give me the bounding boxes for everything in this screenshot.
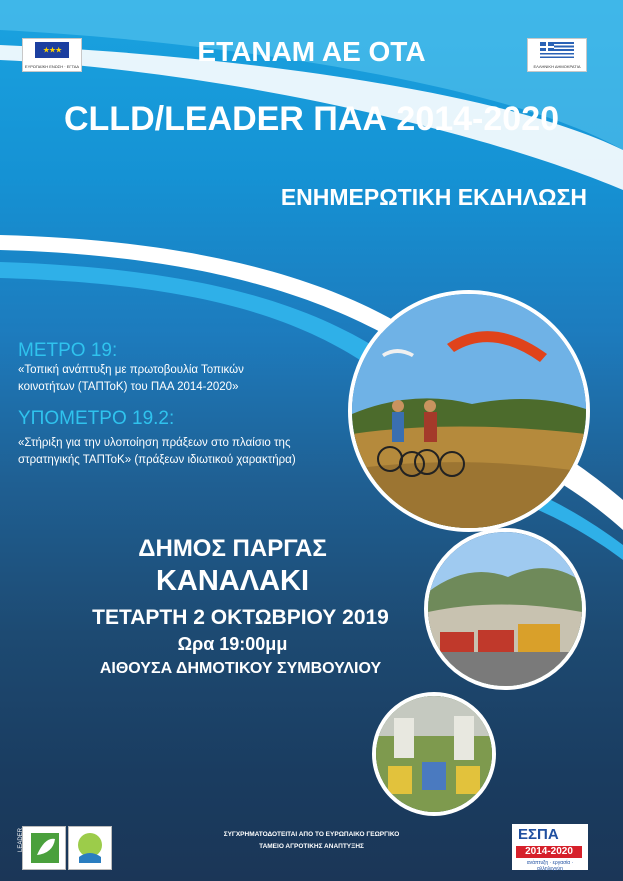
place: ΚΑΝΑΛΑΚΙ	[155, 565, 310, 597]
event-venue: ΑΙΘΟΥΣΑ ΔΗΜΟΤΙΚΟΥ ΣΥΜΒΟΥΛΙΟΥ	[99, 660, 382, 677]
espa-logo	[512, 824, 588, 870]
espa-slogan: ανάπτυξη · εργασία · αλληλεγγύη	[526, 860, 574, 872]
cofunding-line-2: ΤΑΜΕΙΟ ΑΓΡΟΤΙΚΗΣ ΑΝΑΠΤΥΞΗΣ	[259, 843, 364, 850]
photo-beekeepers	[372, 692, 496, 816]
cofunding-line-1: ΣΥΓΧΡΗΜΑΤΟΔΟΤΕΙΤΑΙ ΑΠΟ ΤΟ ΕΥΡΩΠΑΙΚΟ ΓΕΩΡΓΙΚΟ	[223, 831, 400, 838]
municipality: ΔΗΜΟΣ ΠΑΡΓΑΣ	[138, 535, 327, 562]
submeasure-heading: ΥΠΟΜΕΤΡΟ 19.2:	[18, 408, 175, 429]
program-title: CLLD/LEADER ΠΑΑ 2014-2020	[63, 100, 560, 138]
measure-19-heading: ΜΕΤΡΟ 19:	[18, 340, 118, 361]
submeasure-text-1: «Στήριξη για την υλοποίηση πράξεων στο πλαίσιο της	[18, 437, 291, 449]
measure-19-text-2: κοινοτήτων (ΤΑΠΤοΚ) του ΠΑΑ 2014-2020»	[18, 381, 239, 393]
measure-19-text-1: «Τοπική ανάπτυξη με πρωτοβουλία Τοπικών	[18, 364, 244, 376]
leader-label: LEADER	[18, 827, 25, 853]
espa-label: ΕΣΠΑ	[518, 826, 559, 843]
eu-stars-icon: ★★★	[35, 42, 69, 58]
event-type-title: ΕΝΗΜΕΡΩΤΙΚΗ ΕΚΔΗΛΩΣΗ	[280, 184, 587, 210]
event-date: ΤΕΤΑΡΤΗ 2 ΟΚΤΩΒΡΙΟΥ 2019	[92, 606, 389, 629]
submeasure-text-2: στρατηγικής ΤΑΠΤοΚ» (πράξεων ιδιωτικού χαρακτήρα)	[18, 454, 296, 466]
org-title: ΕΤΑΝΑΜ ΑΕ ΟΤΑ	[197, 36, 426, 67]
gr-flag-caption: ΕΛΛΗΝΙΚΗ ΔΗΜΟΚΡΑΤΙΑ	[533, 63, 581, 69]
event-time: Ωρα 19:00μμ	[177, 634, 288, 654]
photo-village-train	[424, 528, 586, 690]
eu-flag-caption: ΕΥΡΩΠΑΪΚΗ ΕΝΩΣΗ · ΕΓΤΑΑ	[24, 63, 80, 69]
espa-years: 2014-2020	[516, 846, 582, 858]
photo-cyclists-paragliding	[348, 290, 590, 532]
